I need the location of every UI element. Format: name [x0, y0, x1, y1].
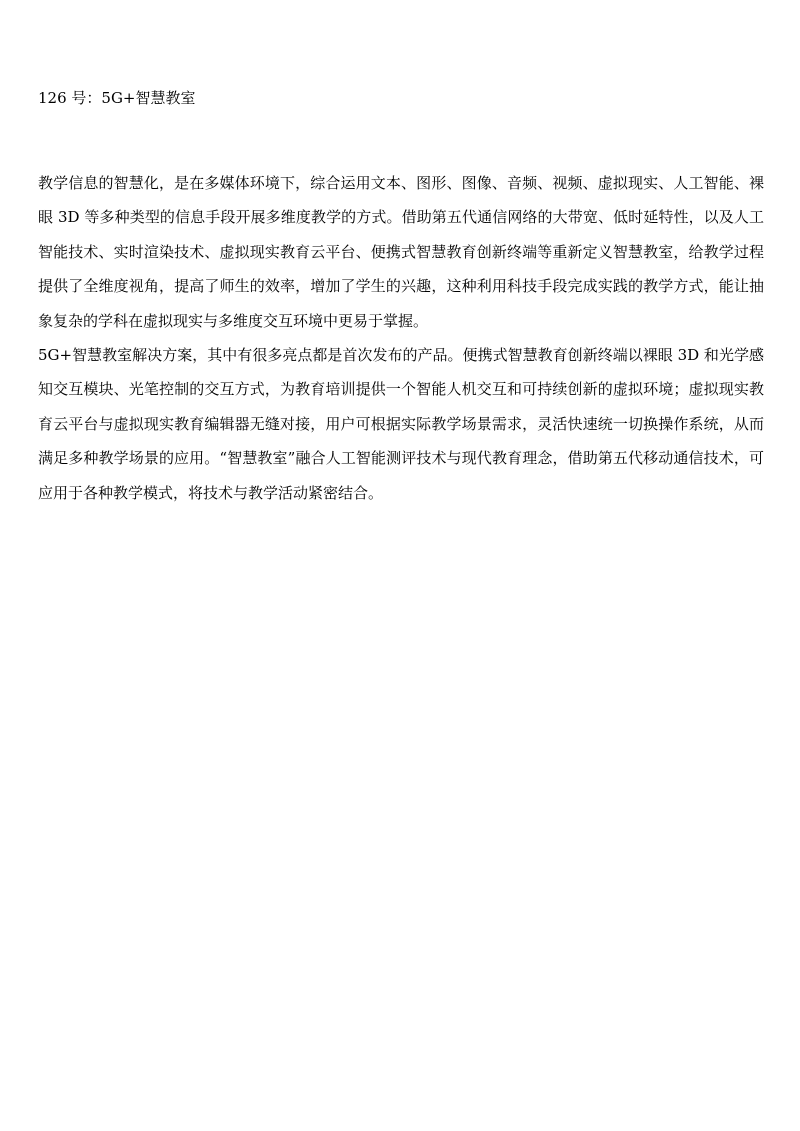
- document-title: 126 号：5G+智慧教室: [38, 89, 196, 107]
- document-body: [38, 166, 764, 510]
- body-paragraph-1: 教学信息的智慧化，是在多媒体环境下，综合运用文本、图形、图像、音频、视频、虚拟现实、人工智能、裸眼 3D 等多种类型的信息手段开展多维度教学的方式。借助第五代通信网络的大带宽、低时延特性，以及人工智能技术、实时渲染技术、虚拟现实教育云平台、便携式智慧教育创新终端等重新定义智慧教室，给教学过程提供了全维度视角，提高了师生的效率，增加了学生的兴趣，这种利用科技手段完成实践的教学方式，能让抽象复杂的学科在虚拟现实与多维度交互环境中更易于掌握。: [38, 174, 764, 330]
- body-paragraph-2: 5G+智慧教室解决方案，其中有很多亮点都是首次发布的产品。便携式智慧教育创新终端以裸眼 3D 和光学感知交互模块、光笔控制的交互方式，为教育培训提供一个智能人机交互和可持续创新的虚拟环境；虚拟现实教育云平台与虚拟现实教育编辑器无缝对接，用户可根据实际教学场景需求，灵活快速统一切换操作系统，从而满足多种教学场景的应用。“智慧教室”融合人工智能测评技术与现代教育理念，借助第五代移动通信技术，可应用于各种教学模式，将技术与教学活动紧密结合。: [38, 346, 764, 502]
